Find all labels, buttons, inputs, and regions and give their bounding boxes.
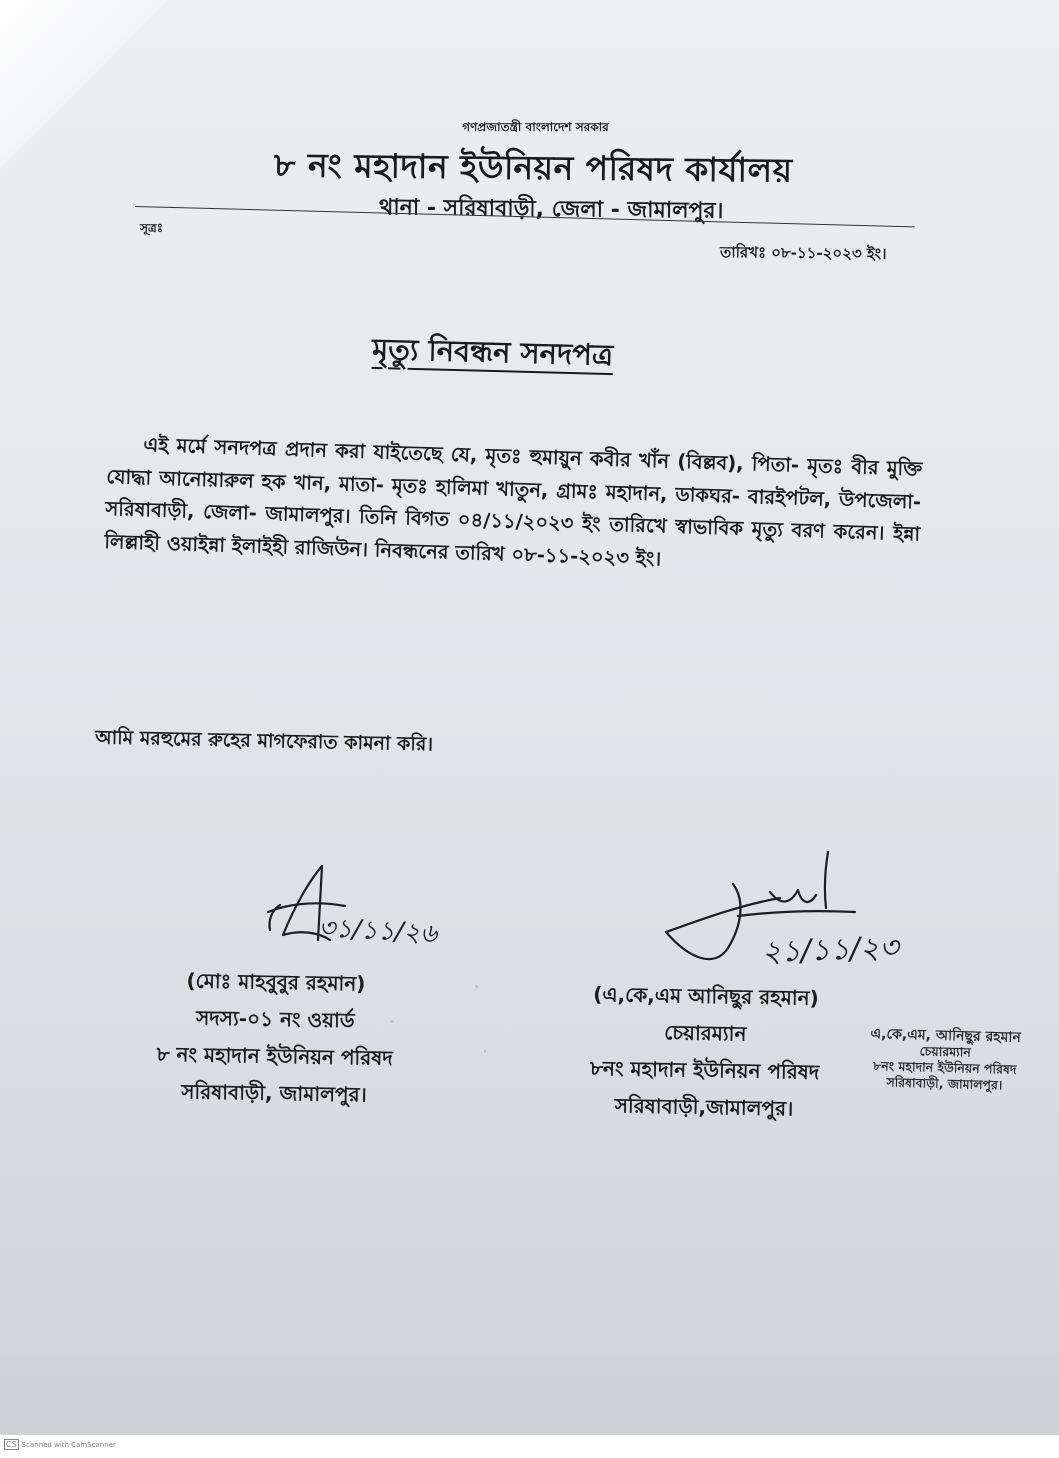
seal-organization: ৮নং মহাদান ইউনিয়ন পরিষদ — [872, 1058, 1017, 1077]
paper-speck — [484, 1050, 486, 1053]
government-heading: গণপ্রজাতন্ত্রী বাংলাদেশ সরকার — [462, 120, 609, 134]
member-name: (মোঃ মাহবুবুর রহমান) — [186, 968, 366, 996]
paper-speck — [475, 985, 478, 988]
chairman-seal — [839, 1025, 1051, 1094]
prayer-line: আমি মরহুমের রুহের মাগফেরাত কামনা করি। — [94, 726, 434, 756]
seal-name: এ,কে,এম, আনিছুর রহমান — [870, 1026, 1021, 1046]
chairman-designation: চেয়ারম্যান — [664, 1020, 747, 1046]
paper-speck — [390, 1020, 394, 1023]
scanner-text: Scanned with CamScanner — [21, 1441, 116, 1449]
seal-location: সরিষাবাড়ী, জামালপুর। — [886, 1074, 1003, 1093]
office-address: থানা - সরিষাবাড়ী, জেলা - জামালপুর। — [379, 195, 724, 224]
chairman-organization: ৮নং মহাদান ইউনিয়ন পরিষদ — [589, 1055, 820, 1084]
seal-designation: চেয়ারম্যান — [919, 1043, 972, 1060]
right-signature-date: ২১/১১/২৩ — [761, 930, 900, 970]
chairman-name: (এ,কে,এম আনিছুর রহমান) — [593, 982, 819, 1010]
issue-date: তারিখঃ ০৮-১১-২০২৩ ইং। — [719, 243, 887, 263]
certificate-body: এই মর্মে সনদপত্র প্রদান করা যাইতেছে যে, মৃতঃ হুমায়ুন কবীর খাঁন (বিল্লব), পিতা- মৃতঃ বীর মুক্তি যোদ্ধা আনোয়ারুল হক খান, মাতা- মৃতঃ হালিমা খাতুন, গ্রামঃ মহাদান, ডাকঘর- বারইপটল, উপজেলা- সরিষাবাড়ী, জেলা- জামালপুর। তিনি বিগত ০৪/১১/২০২৩ ইং তারিখে স্বাভাবিক মৃত্যু বরণ করেন। ইন্না লিল্লাহী ওয়াইন্না ইলাইহী রাজিউন। নিবন্ধনের তারিখ ০৮-১১-২০২৩ ইং। — [104, 433, 923, 570]
left-signature-date: ৩১/১১/২৬ — [317, 913, 438, 950]
member-location: সরিষাবাড়ী, জামালপুর। — [181, 1079, 367, 1107]
scanner-watermark — [4, 1439, 116, 1450]
camscanner-logo: CS — [6, 1440, 17, 1449]
member-organization: ৮ নং মহাদান ইউনিয়ন পরিষদ — [156, 1041, 393, 1071]
reference-label: সূত্রঃ — [140, 221, 164, 235]
certificate-title: মৃত্যু নিবন্ধন সনদপত্র — [371, 331, 614, 373]
office-title: ৮ নং মহাদান ইউনিয়ন পরিষদ কার্যালয় — [274, 145, 793, 190]
member-designation: সদস্য-০১ নং ওয়ার্ড — [195, 1005, 355, 1033]
member-signature-block — [109, 961, 442, 1115]
chairman-signature-block — [539, 975, 872, 1129]
chairman-location: সরিষাবাড়ী,জামালপুর। — [614, 1093, 794, 1121]
